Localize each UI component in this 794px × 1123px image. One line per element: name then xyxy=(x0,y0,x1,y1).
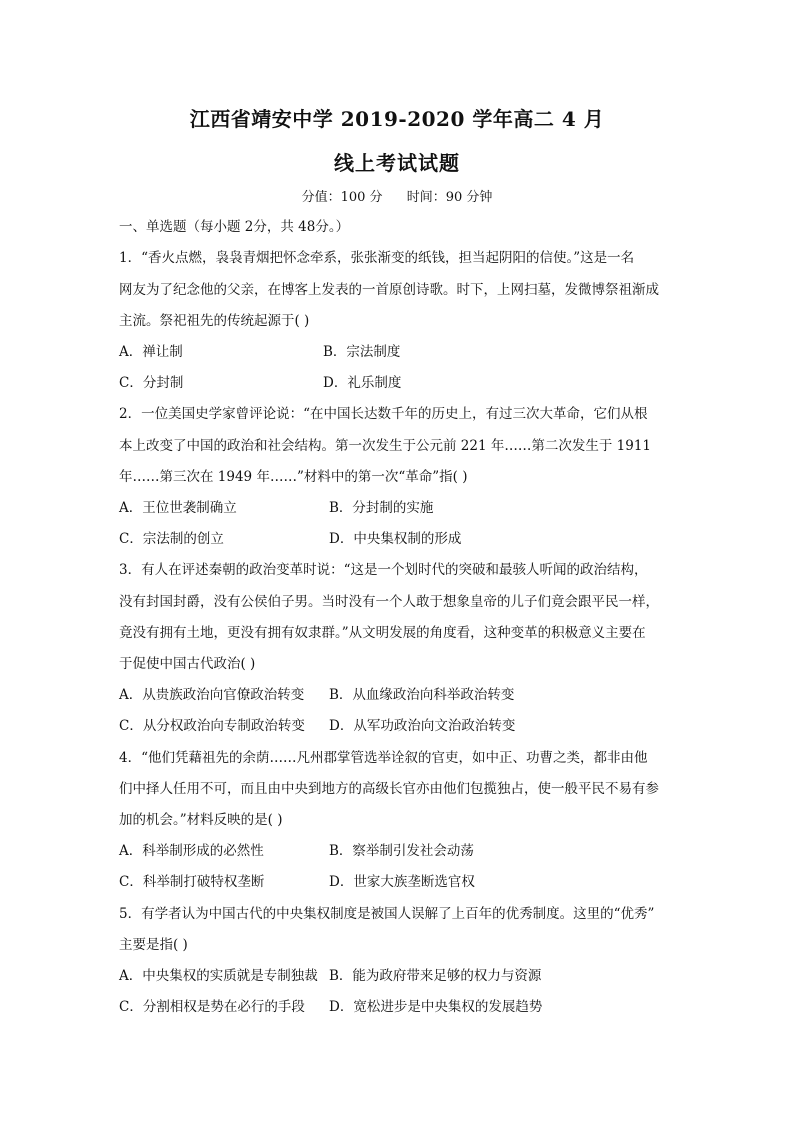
question-3-option-b: B．从血缘政治向科举政治转变 xyxy=(329,687,515,703)
question-4-option-c: C．科举制打破特权垄断 xyxy=(119,874,265,890)
question-3-option-a: A．从贵族政治向官僚政治转变 xyxy=(119,687,305,703)
time-info: 时间：90 分钟 xyxy=(406,190,493,205)
exam-meta xyxy=(0,186,794,205)
question-2-line-3: 年……第三次在 1949 年……”材料中的第一次“革命”指( ) xyxy=(119,469,468,485)
question-2-line-2: 本上改变了中国的政治和社会结构。第一次发生于公元前 221 年……第二次发生于 1911 xyxy=(119,438,651,454)
question-4-option-b: B．察举制引发社会动荡 xyxy=(329,843,474,859)
question-3-line-3: 竟没有拥有土地，更没有拥有奴隶群。”从文明发展的角度看，这种变革的积极意义主要在 xyxy=(119,625,646,641)
question-5-option-b: B．能为政府带来足够的权力与资源 xyxy=(329,968,542,984)
question-1-option-b: B．宗法制度 xyxy=(323,344,401,360)
question-4-line-2: 们中择人任用不可，而且由中央到地方的高级长官亦由他们包揽独占，使一般平民不易有参 xyxy=(119,781,659,797)
question-1-option-a: A．禅让制 xyxy=(119,344,183,360)
question-2-line-1: 2．一位美国史学家曾评论说：“在中国长达数千年的历史上，有过三次大革命，它们从根 xyxy=(119,406,648,422)
question-3-line-1: 3．有人在评述秦朝的政治变革时说：“这是一个划时代的突破和最骇人听闻的政治结构， xyxy=(119,562,648,578)
question-5-option-c: C．分割相权是势在必行的手段 xyxy=(119,999,305,1015)
question-2-option-c: C．宗法制的创立 xyxy=(119,531,224,547)
exam-title: 江西省靖安中学 2019-2020 学年高二 4 月 xyxy=(189,107,605,131)
question-5-line-2: 主要是指( ) xyxy=(119,937,188,953)
question-3-option-d: D．从军功政治向文治政治转变 xyxy=(329,718,516,734)
question-3-line-4: 于促使中国古代政治( ) xyxy=(119,656,256,672)
question-4-line-1: 4．“他们凭藉祖先的余荫……凡州郡掌管选举诠叙的官吏，如中正、功曹之类，都非由他 xyxy=(119,750,648,766)
score-info: 分值：100 分 xyxy=(301,190,383,205)
question-1-line-3: 主流。祭祀祖先的传统起源于( ) xyxy=(119,313,310,329)
question-4-line-3: 加的机会。”材料反映的是( ) xyxy=(119,812,283,828)
exam-subtitle: 线上考试试题 xyxy=(334,151,460,175)
question-1-line-2: 网友为了纪念他的父亲，在博客上发表的一首原创诗歌。时下，上网扫墓，发微博祭祖渐成 xyxy=(119,282,659,298)
question-5-line-1: 5．有学者认为中国古代的中央集权制度是被国人误解了上百年的优秀制度。这里的“优秀” xyxy=(119,906,655,922)
question-2-option-d: D．中央集权制的形成 xyxy=(329,531,462,547)
question-5-option-d: D．宽松进步是中央集权的发展趋势 xyxy=(329,999,543,1015)
question-1-line-1: 1．“香火点燃，袅袅青烟把怀念牵系，张张渐变的纸钱，担当起阴阳的信使。”这是一名 xyxy=(119,250,635,266)
question-5-option-a: A．中央集权的实质就是专制独裁 xyxy=(119,968,318,984)
question-2-option-b: B．分封制的实施 xyxy=(329,500,434,516)
question-3-option-c: C．从分权政治向专制政治转变 xyxy=(119,718,305,734)
question-2-option-a: A．王位世袭制确立 xyxy=(119,500,237,516)
question-4-option-a: A．科举制形成的必然性 xyxy=(119,843,264,859)
question-4-option-d: D．世家大族垄断选官权 xyxy=(329,874,475,890)
question-3-line-2: 没有封国封爵，没有公侯伯子男。当时没有一个人敢于想象皇帝的儿子们竟会跟平民一样， xyxy=(119,594,659,610)
question-1-option-d: D．礼乐制度 xyxy=(323,375,402,391)
section-heading: 一、单选题（每小题 2分，共 48分。） xyxy=(119,219,350,235)
question-1-option-c: C．分封制 xyxy=(119,375,184,391)
